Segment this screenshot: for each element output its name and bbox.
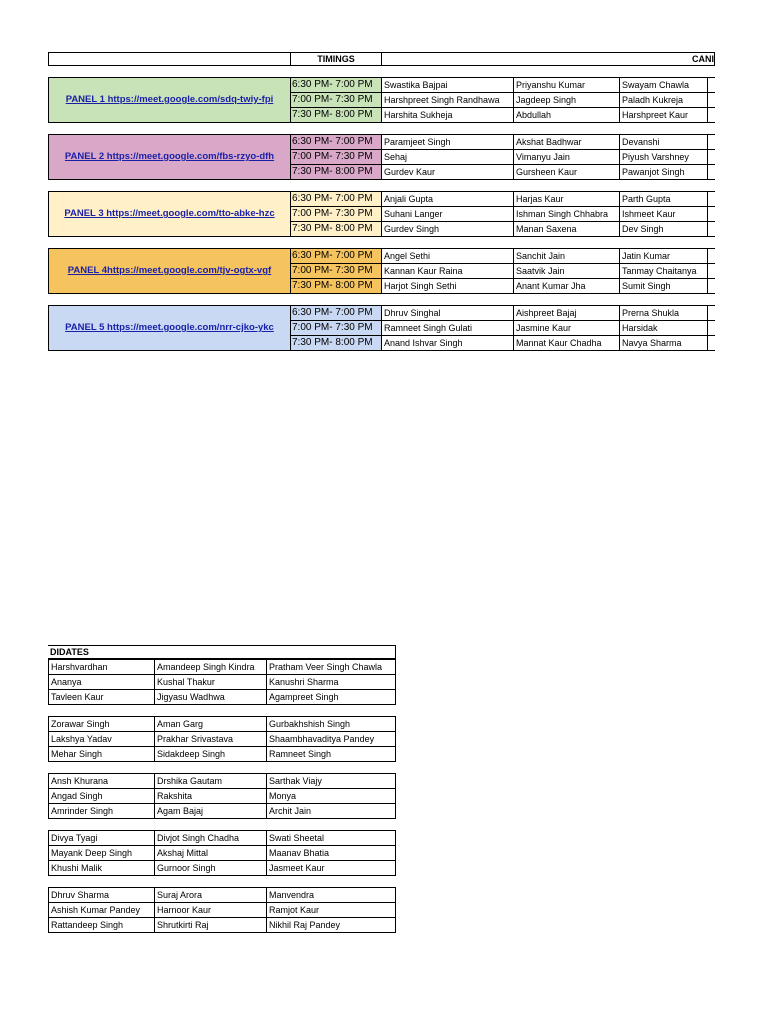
candidate-cell: Archit Jain [267,804,396,819]
time-slot: 7:30 PM- 8:00 PM [291,165,382,180]
candidate-cell: Kannan Kaur Raina [382,264,514,279]
candidate-cell: Tavleen Kaur [49,690,155,705]
panel-1-row [49,78,715,93]
overflow-cell [708,336,715,351]
candidate-cell: Divjot Singh Chadha [155,831,267,846]
panel-3-link[interactable]: PANEL 3 https://meet.google.com/tto-abke-hzc [49,192,291,237]
page-part-1 [48,52,720,352]
candidate-cell: Jasmine Kaur [514,321,620,336]
candidate-cell: Harshita Sukheja [382,108,514,123]
header-row [49,53,715,66]
panel-blocks-left [48,66,720,351]
panel-4-row-cont [49,846,396,861]
overflow-cell [708,306,715,321]
candidate-cell: Divya Tyagi [49,831,155,846]
candidate-cell: Suhani Langer [382,207,514,222]
overflow-cell [708,135,715,150]
candidate-cell: Harshpreet Kaur [620,108,708,123]
candidate-cell: Agam Bajaj [155,804,267,819]
overflow-cell [708,321,715,336]
candidate-cell: Dhruv Singhal [382,306,514,321]
candidate-cell: Devanshi [620,135,708,150]
candidate-cell: Monya [267,789,396,804]
panel-1-row-cont [49,690,396,705]
candidate-cell: Zorawar Singh [49,717,155,732]
time-slot: 7:00 PM- 7:30 PM [291,264,382,279]
candidate-cell: Angel Sethi [382,249,514,264]
panel-2-link[interactable]: PANEL 2 https://meet.google.com/fbs-rzyo-dfh [49,135,291,180]
time-slot: 7:30 PM- 8:00 PM [291,279,382,294]
candidate-cell: Sarthak Viajy [267,774,396,789]
candidate-cell: Ansh Khurana [49,774,155,789]
candidate-cell: Jagdeep Singh [514,93,620,108]
panel-3-table [48,191,715,237]
candidate-cell: Sanchit Jain [514,249,620,264]
candidate-cell: Amandeep Singh Kindra [155,660,267,675]
candidate-cell: Drshika Gautam [155,774,267,789]
candidate-cell: Harjas Kaur [514,192,620,207]
overflow-cell [708,93,715,108]
panel-2-row-cont [49,717,396,732]
candidate-cell: Angad Singh [49,789,155,804]
time-slot: 7:00 PM- 7:30 PM [291,93,382,108]
candidate-cell: Gursheen Kaur [514,165,620,180]
panel-5-row [49,306,715,321]
time-slot: 6:30 PM- 7:00 PM [291,78,382,93]
candidate-cell: Kanushri Sharma [267,675,396,690]
panel-4-table-cont [48,830,396,876]
candidate-cell: Dhruv Sharma [49,888,155,903]
candidate-cell: Suraj Arora [155,888,267,903]
candidate-cell: Rattandeep Singh [49,918,155,933]
page-part-2 [48,645,398,945]
overflow-cell [708,264,715,279]
candidate-cell: Manvendra [267,888,396,903]
candidate-cell: Navya Sharma [620,336,708,351]
panel-3-row [49,192,715,207]
time-slot: 7:30 PM- 8:00 PM [291,108,382,123]
candidate-cell: Kushal Thakur [155,675,267,690]
header-timings: TIMINGS [291,53,382,66]
candidate-cell: Anant Kumar Jha [514,279,620,294]
overflow-cell [708,165,715,180]
candidate-cell: Gurbakhshish Singh [267,717,396,732]
time-slot: 7:00 PM- 7:30 PM [291,207,382,222]
time-slot: 7:00 PM- 7:30 PM [291,150,382,165]
candidate-cell: Dev Singh [620,222,708,237]
overflow-cell [708,222,715,237]
candidate-cell: Prerna Shukla [620,306,708,321]
candidate-cell: Aishpreet Bajaj [514,306,620,321]
candidate-cell: Ishman Singh Chhabra [514,207,620,222]
panel-4-table [48,248,715,294]
candidate-cell: Paladh Kukreja [620,93,708,108]
panel-4-row [49,249,715,264]
candidate-cell: Vimanyu Jain [514,150,620,165]
candidate-cell: Gurdev Kaur [382,165,514,180]
candidate-cell: Harsidak [620,321,708,336]
panel-4-link[interactable]: PANEL 4https://meet.google.com/tjv-ogtx-vgf [49,249,291,294]
candidate-cell: Gurnoor Singh [155,861,267,876]
panel-2-table-cont [48,716,396,762]
candidate-cell: Swati Sheetal [267,831,396,846]
candidate-cell: Swastika Bajpai [382,78,514,93]
candidate-cell: Harjot Singh Sethi [382,279,514,294]
candidate-cell: Amrinder Singh [49,804,155,819]
panel-2-row-cont [49,732,396,747]
panel-1-row-cont [49,660,396,675]
panel-5-row-cont [49,888,396,903]
candidate-cell: Piyush Varshney [620,150,708,165]
candidate-cell: Tanmay Chaitanya [620,264,708,279]
candidate-cell: Harshvardhan [49,660,155,675]
schedule-table-right [48,645,396,659]
time-slot: 6:30 PM- 7:00 PM [291,192,382,207]
schedule-table-left [48,52,715,66]
candidate-cell: Pawanjot Singh [620,165,708,180]
overflow-cell [708,192,715,207]
candidate-cell: Paramjeet Singh [382,135,514,150]
header-row-2 [48,646,395,659]
candidate-cell: Mannat Kaur Chadha [514,336,620,351]
panel-2-row-cont [49,747,396,762]
candidate-cell: Manan Saxena [514,222,620,237]
panel-3-row-cont [49,789,396,804]
panel-1-table [48,77,715,123]
candidate-cell: Sehaj [382,150,514,165]
panel-4-row-cont [49,831,396,846]
candidate-cell: Nikhil Raj Pandey [267,918,396,933]
candidate-cell: Parth Gupta [620,192,708,207]
overflow-cell [708,108,715,123]
candidate-cell: Akshat Badhwar [514,135,620,150]
panel-2-table [48,134,715,180]
time-slot: 7:30 PM- 8:00 PM [291,336,382,351]
candidate-cell: Agampreet Singh [267,690,396,705]
candidate-cell: Prakhar Srivastava [155,732,267,747]
candidate-cell: Harshpreet Singh Randhawa [382,93,514,108]
candidate-cell: Akshaj Mittal [155,846,267,861]
time-slot: 7:30 PM- 8:00 PM [291,222,382,237]
overflow-cell [708,150,715,165]
panel-1-table-cont [48,659,396,705]
candidate-cell: Anand Ishvar Singh [382,336,514,351]
candidate-cell: Ashish Kumar Pandey [49,903,155,918]
overflow-cell [708,78,715,93]
candidate-cell: Jasmeet Kaur [267,861,396,876]
panel-5-link[interactable]: PANEL 5 https://meet.google.com/nrr-cjko-ykc [49,306,291,351]
candidate-cell: Sumit Singh [620,279,708,294]
candidate-cell: Jigyasu Wadhwa [155,690,267,705]
header-blank [49,53,291,66]
overflow-cell [708,279,715,294]
panel-3-row-cont [49,804,396,819]
candidate-cell: Harnoor Kaur [155,903,267,918]
time-slot: 6:30 PM- 7:00 PM [291,135,382,150]
candidate-cell: Saatvik Jain [514,264,620,279]
time-slot: 7:00 PM- 7:30 PM [291,321,382,336]
candidate-cell: Ananya [49,675,155,690]
candidate-cell: Rakshita [155,789,267,804]
candidate-cell: Lakshya Yadav [49,732,155,747]
panel-5-row-cont [49,918,396,933]
candidate-cell: Shrutkirti Raj [155,918,267,933]
panel-3-table-cont [48,773,396,819]
panel-4-row-cont [49,861,396,876]
panel-5-table [48,305,715,351]
candidate-cell: Jatin Kumar [620,249,708,264]
time-slot: 6:30 PM- 7:00 PM [291,306,382,321]
candidate-cell: Maanav Bhatia [267,846,396,861]
overflow-cell [708,207,715,222]
candidate-cell: Abdullah [514,108,620,123]
candidate-cell: Priyanshu Kumar [514,78,620,93]
candidate-cell: Ishmeet Kaur [620,207,708,222]
candidate-cell: Anjali Gupta [382,192,514,207]
candidate-cell: Pratham Veer Singh Chawla [267,660,396,675]
candidate-cell: Ramjot Kaur [267,903,396,918]
time-slot: 6:30 PM- 7:00 PM [291,249,382,264]
overflow-cell [708,249,715,264]
header-candidates-part2: DIDATES [48,646,395,659]
candidate-cell: Swayam Chawla [620,78,708,93]
panel-1-row-cont [49,675,396,690]
panel-3-row-cont [49,774,396,789]
panel-5-table-cont [48,887,396,933]
candidate-cell: Mayank Deep Singh [49,846,155,861]
candidate-cell: Ramneet Singh [267,747,396,762]
header-candidates-part1: CANI [382,53,715,66]
candidate-cell: Mehar Singh [49,747,155,762]
candidate-cell: Ramneet Singh Gulati [382,321,514,336]
panel-1-link[interactable]: PANEL 1 https://meet.google.com/sdq-twiy-fpi [49,78,291,123]
panel-blocks-right [48,659,398,933]
panel-2-row [49,135,715,150]
candidate-cell: Aman Garg [155,717,267,732]
candidate-cell: Shaambhavaditya Pandey [267,732,396,747]
candidate-cell: Sidakdeep Singh [155,747,267,762]
panel-5-row-cont [49,903,396,918]
candidate-cell: Gurdev Singh [382,222,514,237]
candidate-cell: Khushi Malik [49,861,155,876]
